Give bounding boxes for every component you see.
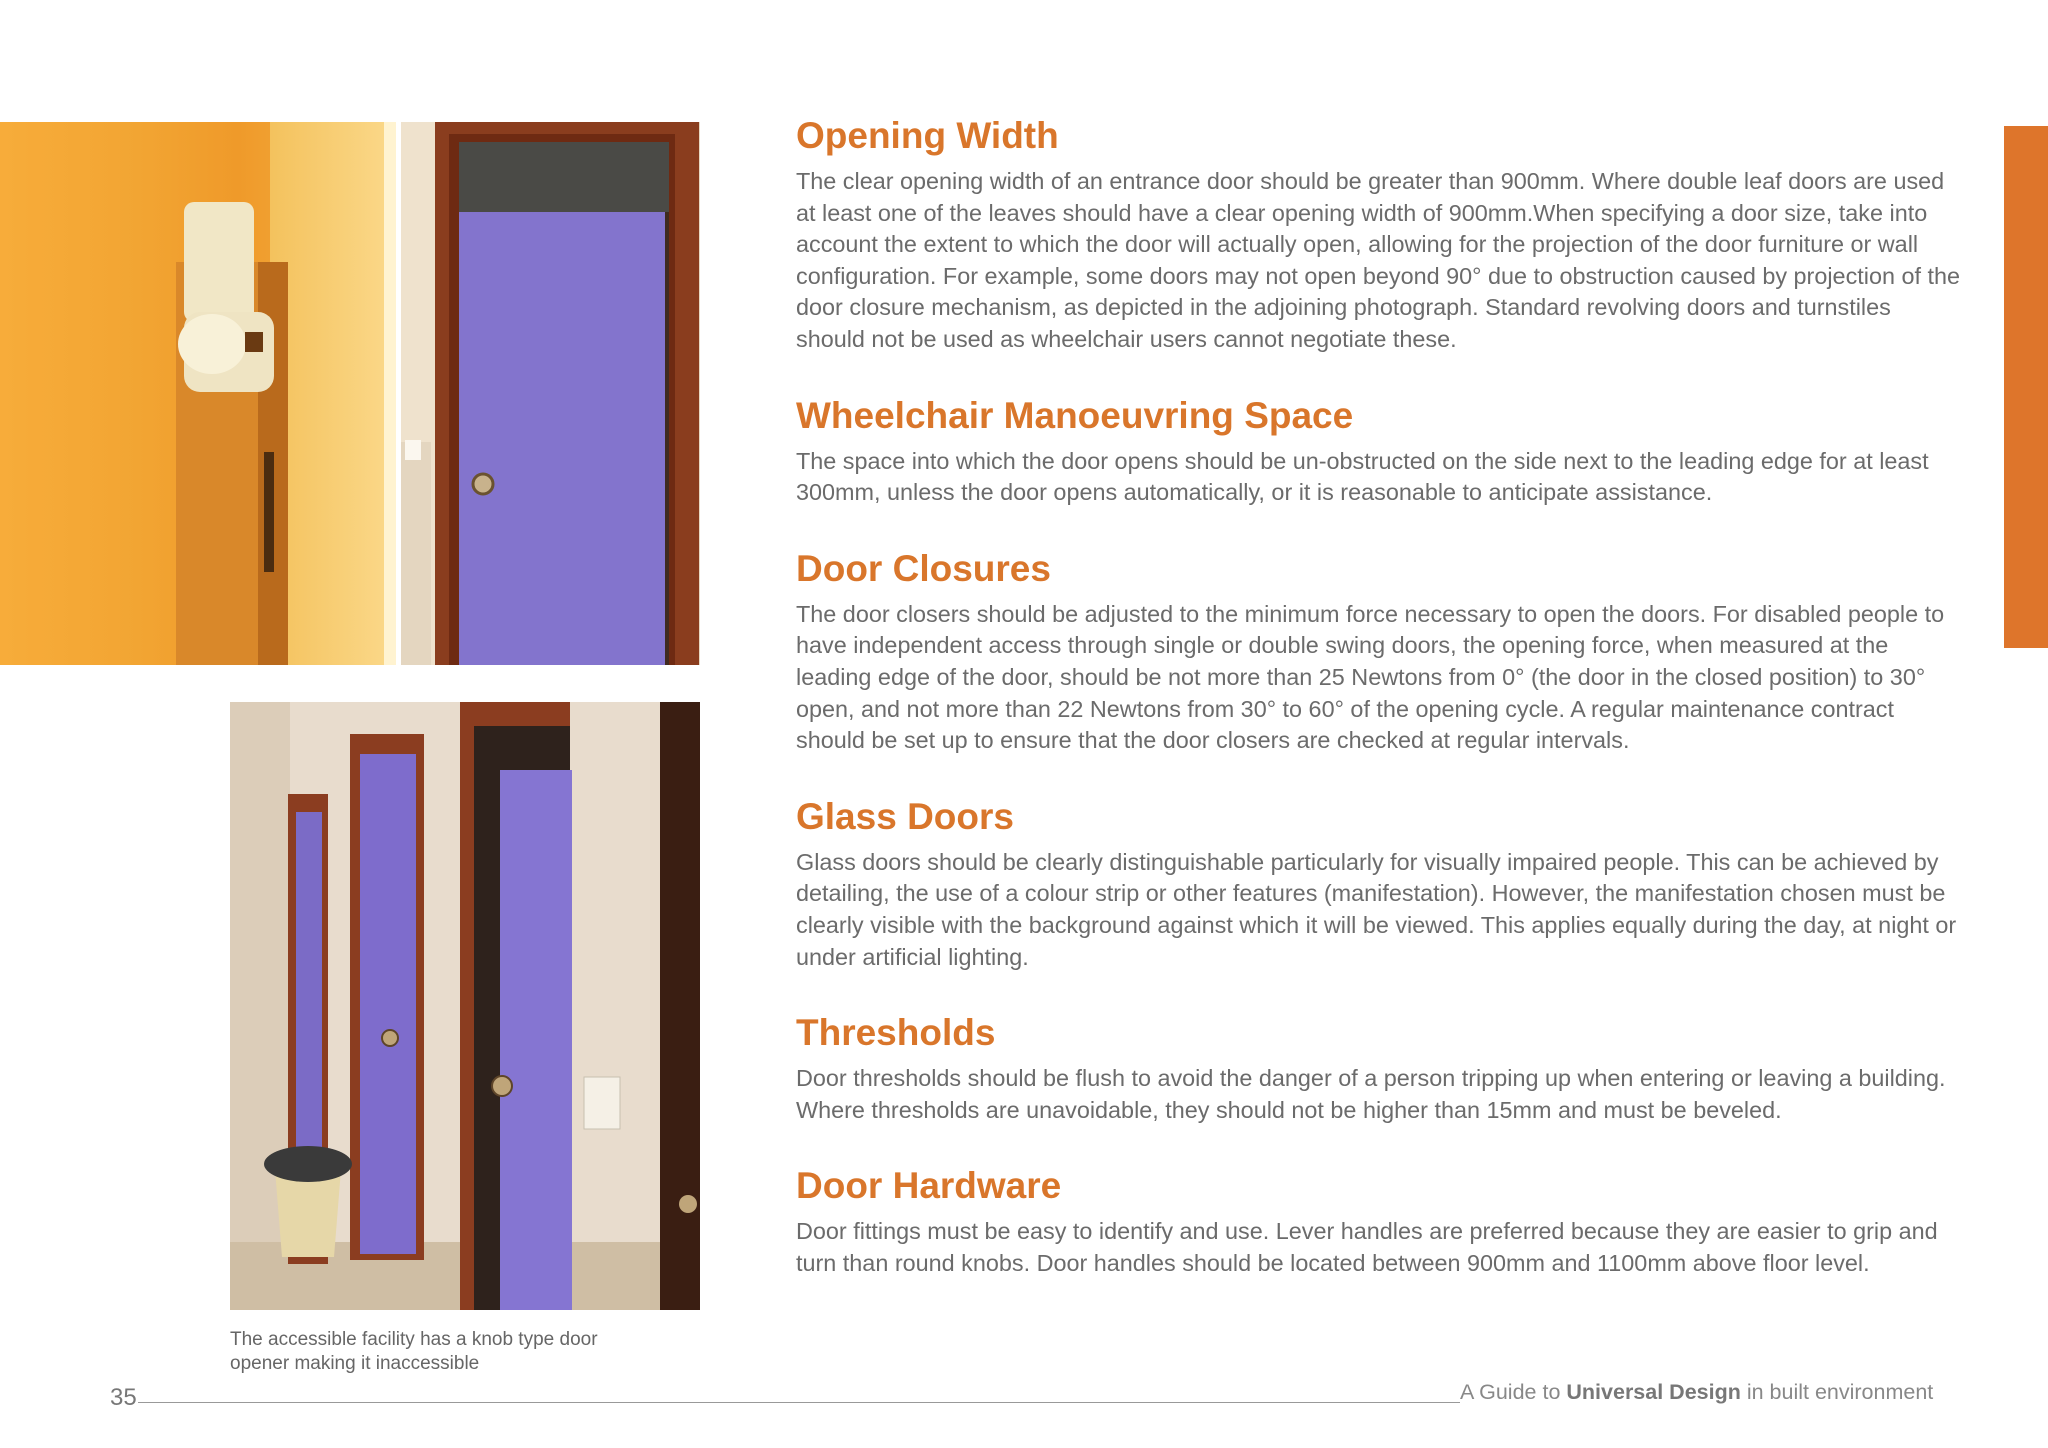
section-title: Door Closures bbox=[796, 547, 1051, 589]
section-title: Opening Width bbox=[796, 115, 1059, 156]
section-title: Door Hardware bbox=[796, 1165, 1062, 1207]
footer-bold: Universal Design bbox=[1566, 1380, 1741, 1404]
section-wheelchair-space bbox=[796, 392, 1966, 509]
chapter-side-tab bbox=[2004, 126, 2048, 648]
footer-rule bbox=[138, 1402, 1460, 1403]
page-number: 35 bbox=[110, 1384, 137, 1411]
section-thresholds bbox=[796, 1009, 1966, 1126]
photo-caption: The accessible facility has a knob type door opener making it inaccessible bbox=[230, 1329, 598, 1374]
section-body: The clear opening width of an entrance door should be greater than 900mm. Where double leaf doors are used at least one of the leaves should have a clear opening width of 900mm.When specifying a door size, take into account the extent to which the door will actually open, allowing for the projection of the door furniture or wall configuration. For example, some doors may not open beyond 90° due to obstruction caused by projection of the door closure mechanism, as depicted in the adjoining photograph. Standard revolving doors and turnstiles should not be used as wheelchair users cannot negotiate these. bbox=[796, 168, 1960, 352]
footer-prefix: A Guide to bbox=[1460, 1380, 1567, 1404]
door-closer-photo bbox=[0, 122, 396, 665]
section-body: Door thresholds should be flush to avoid the danger of a person tripping up when entering or leaving a building. Where thresholds are unavoidable, they should not be higher than 15mm and must be beveled. bbox=[796, 1065, 1946, 1123]
section-title: Wheelchair Manoeuvring Space bbox=[796, 394, 1354, 436]
section-body: The door closers should be adjusted to the minimum force necessary to open the doors. For disabled people to have independent access through single or double swing doors, the opening force, when measured at the leading edge of the door, should be not more than 25 Newtons from 0° (the door in the closed position) to 30° open, and not more than 22 Newtons from 30° to 60° of the opening cycle. A regular maintenance contract should be set up to ensure that the door closers are checked at regular intervals. bbox=[796, 600, 1945, 754]
footer-title bbox=[1460, 1380, 1933, 1405]
section-title: Glass Doors bbox=[796, 795, 1014, 837]
section-door-closures bbox=[796, 545, 1966, 757]
section-body: Glass doors should be clearly distinguishable particularly for visually impaired people. This can be achieved by detailing, the use of a colour strip or other features (manifestation). However, the manifestation chosen must be clearly visible with the background against which it will be viewed. This applies equally during the day, at night or under artificial lighting. bbox=[796, 848, 1957, 970]
section-title: Thresholds bbox=[796, 1012, 996, 1054]
section-glass-doors bbox=[796, 793, 1966, 973]
section-body: Door fittings must be easy to identify and use. Lever handles are preferred because they are easier to grip and turn than round knobs. Door handles should be located between 900mm and 1100mm above floor level. bbox=[796, 1218, 1938, 1276]
section-door-hardware bbox=[796, 1162, 1966, 1279]
main-content bbox=[796, 112, 1966, 1315]
purple-door-photo bbox=[401, 122, 700, 665]
corridor-doors-photo bbox=[230, 702, 700, 1310]
section-opening-width bbox=[796, 112, 1966, 356]
footer-suffix: in built environment bbox=[1740, 1380, 1934, 1404]
section-body: The space into which the door opens should be un-obstructed on the side next to the leading edge for at least 300mm, unless the door opens automatically, or it is reasonable to anticipate assistance. bbox=[796, 447, 1929, 506]
